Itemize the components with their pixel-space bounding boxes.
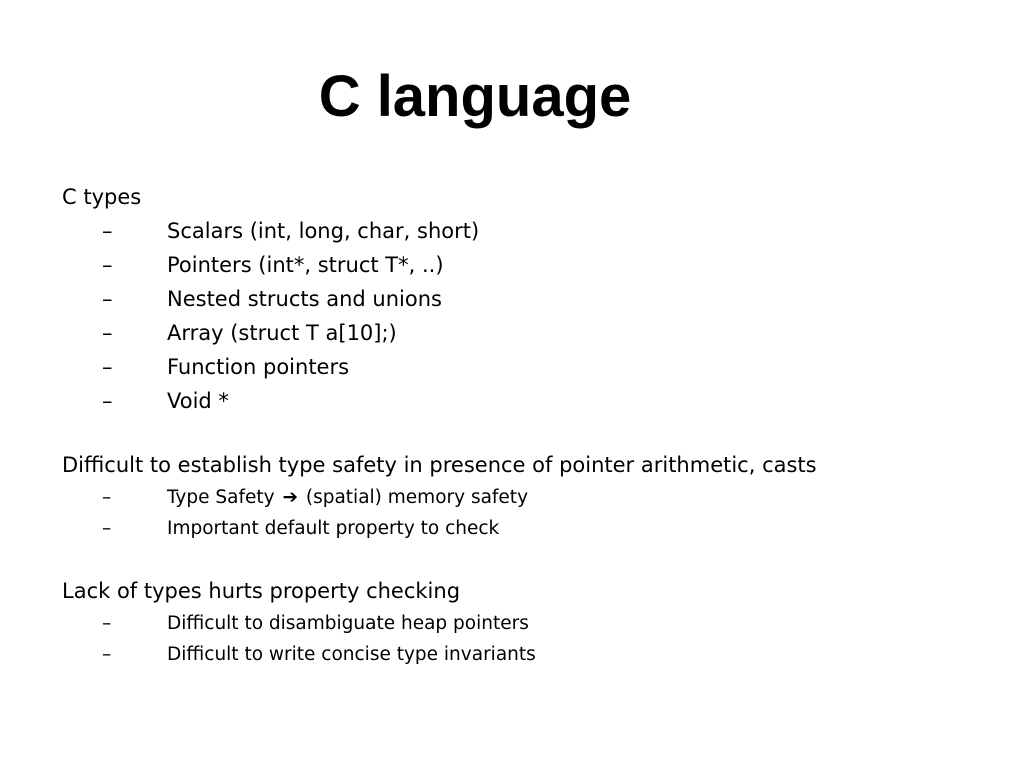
dash-bullet-icon: – [102,321,113,345]
list-item-text: Nested structs and unions [167,287,442,311]
section-heading: C types [62,185,142,209]
dash-bullet-icon: – [102,389,113,413]
list-item-text: Pointers (int*, struct T*, ..) [167,253,444,277]
dash-bullet-icon: – [102,287,113,311]
list-item [62,513,1002,544]
list-item [62,282,1002,316]
list-item [62,608,1002,639]
list-item-text: Difficult to disambiguate heap pointers [167,613,529,634]
section-type-safety [62,448,1002,544]
list-item-text: Difficult to write concise type invariants [167,644,536,665]
list-item [62,214,1002,248]
dash-bullet-icon: – [102,644,112,665]
list-item [62,639,1002,670]
slide-body [62,180,1002,670]
list-item-text: Function pointers [167,355,350,379]
dash-bullet-icon: – [102,613,112,634]
list-item [62,248,1002,282]
dash-bullet-icon: – [102,355,113,379]
dash-bullet-icon: – [102,518,112,539]
list-item-text: Important default property to check [167,518,500,539]
section-property-checking [62,574,1002,670]
list-item-text: (spatial) memory safety [305,487,529,508]
list-item [62,384,1002,418]
list-item [62,316,1002,350]
dash-bullet-icon: – [102,219,113,243]
right-arrow-icon: ➔ [282,487,298,508]
dash-bullet-icon: – [102,253,113,277]
dash-bullet-icon: – [102,487,112,508]
list-item-text: Array (struct T a[10];) [167,321,397,345]
list-item [62,350,1002,384]
section-c-types [62,180,1002,418]
list-item-text: Type Safety [167,487,275,508]
slide-title: C language [318,64,632,129]
list-item-text: Void * [167,389,229,413]
list-item-text: Scalars (int, long, char, short) [167,219,480,243]
section-heading: Lack of types hurts property checking [62,579,461,603]
list-item [62,482,1002,513]
section-heading: Difficult to establish type safety in presence of pointer arithmetic, casts [62,453,817,477]
